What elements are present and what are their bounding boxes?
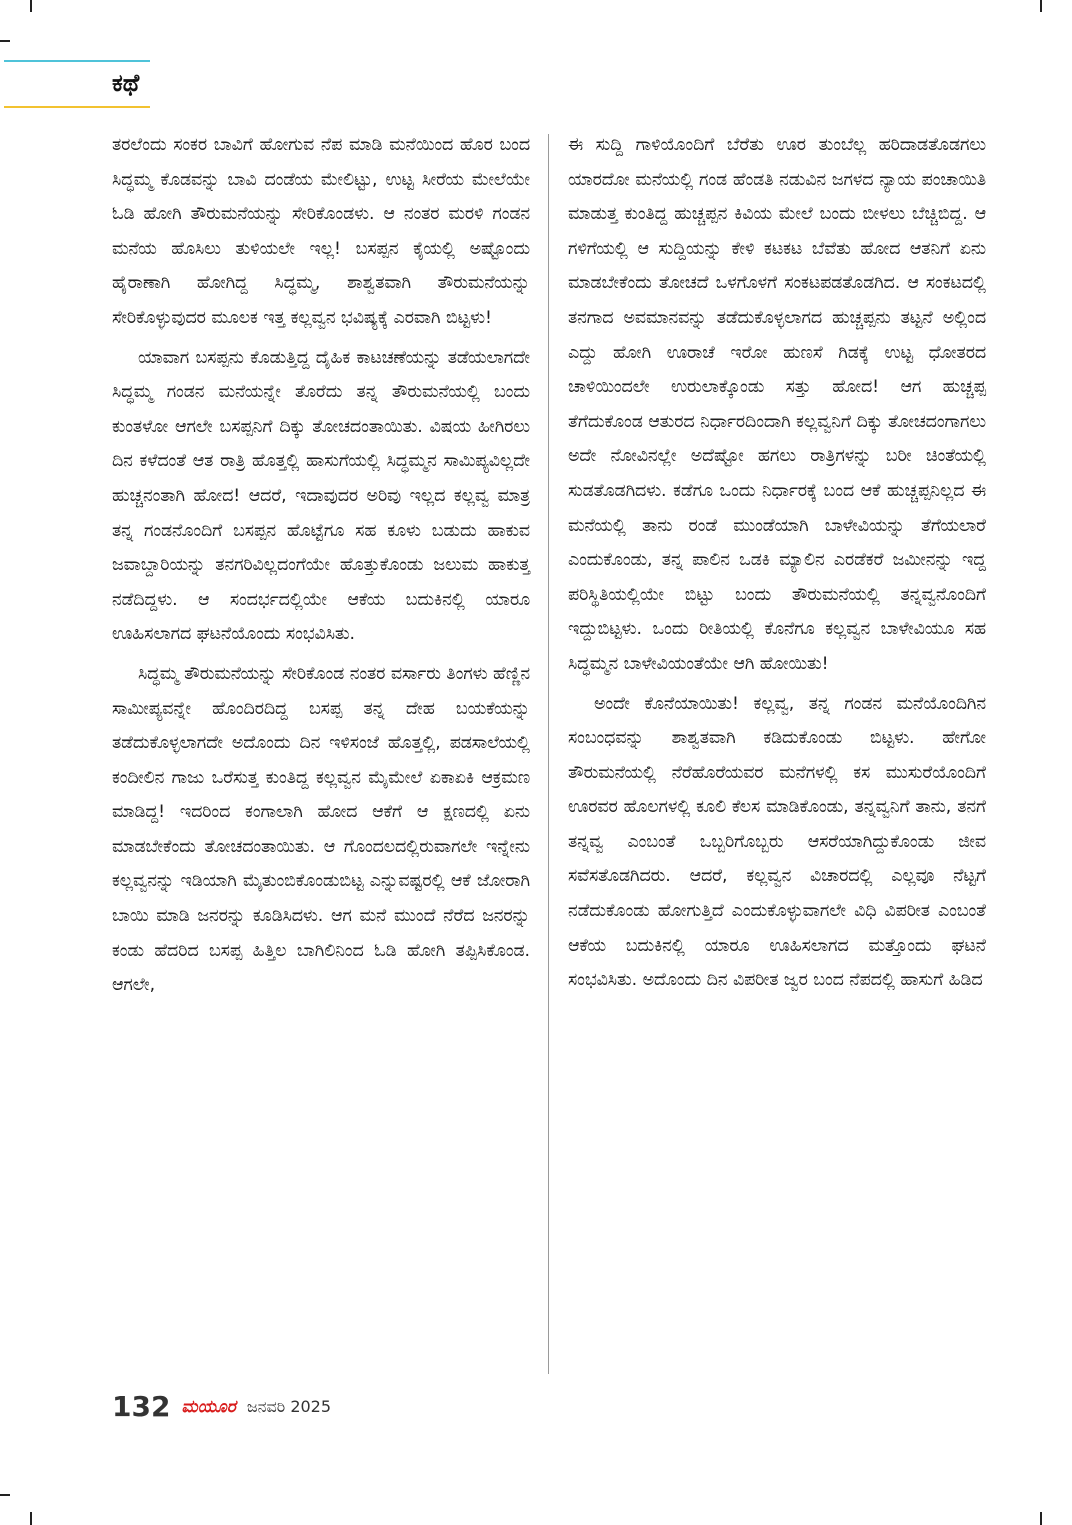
page-footer	[112, 1390, 331, 1430]
paragraph: ಈ ಸುದ್ದಿ ಗಾಳಿಯೊಂದಿಗೆ ಬೆರೆತು ಊರ ತುಂಬೆಲ್ಲ ಹರಿದಾಡತೊಡಗಲು ಯಾರದೋ ಮನೆಯಲ್ಲಿ ಗಂಡ ಹೆಂಡತಿ ನಡುವಿನ ಜಗಳದ ನ್ಯಾಯ ಪಂಚಾಯಿತಿ ಮಾಡುತ್ತ ಕುಂತಿದ್ದ ಹುಚ್ಚಪ್ಪನ ಕಿವಿಯ ಮೇಲೆ ಬಂದು ಬೀಳಲು ಬೆಚ್ಚಿಬಿದ್ದ. ಆ ಗಳಿಗೆಯಲ್ಲಿ ಆ ಸುದ್ದಿಯನ್ನು ಕೇಳಿ ಕಟಕಟ ಬೆವೆತು ಹೋದ ಆತನಿಗೆ ಏನು ಮಾಡಬೇಕೆಂದು ತೋಚದೆ ಒಳಗೊಳಗೆ ಸಂಕಟಪಡತೊಡಗಿದ. ಆ ಸಂಕಟದಲ್ಲಿ ತನಗಾದ ಅವಮಾನವನ್ನು ತಡೆದುಕೊಳ್ಳಲಾಗದ ಹುಚ್ಚಪ್ಪನು ತಟ್ಟನೆ ಅಲ್ಲಿಂದ ಎದ್ದು ಹೋಗಿ ಊರಾಚೆ ಇರೋ ಹುಣಸೆ ಗಿಡಕ್ಕೆ ಉಟ್ಟ ಧೋತರದ ಚಾಳಿಯಿಂದಲೇ ಉರುಲಾಕ್ಕೊಂಡು ಸತ್ತು ಹೋದ! ಆಗ ಹುಚ್ಚಪ್ಪ ತೆಗೆದುಕೊಂಡ ಆತುರದ ನಿರ್ಧಾರದಿಂದಾಗಿ ಕಲ್ಲವ್ವನಿಗೆ ದಿಕ್ಕು ತೋಚದಂಗಾಗಲು ಅದೇ ನೋವಿನಲ್ಲೇ ಅದೆಷ್ಟೋ ಹಗಲು ರಾತ್ರಿಗಳನ್ನು ಬರೀ ಚಿಂತೆಯಲ್ಲಿ ಸುಡತೊಡಗಿದಳು. ಕಡೆಗೂ ಒಂದು ನಿರ್ಧಾರಕ್ಕೆ ಬಂದ ಆಕೆ ಹುಚ್ಚಪ್ಪನಿಲ್ಲದ ಈ ಮನೆಯಲ್ಲಿ ತಾನು ರಂಡೆ ಮುಂಡೆಯಾಗಿ ಬಾಳೇವಿಯನ್ನು ತೆಗೆಯಲಾರೆ ಎಂದುಕೊಂಡು, ತನ್ನ ಪಾಲಿನ ಒಡಕಿ ಮ್ಯಾಲಿನ ಎರಡೆಕರೆ ಜಮೀನನ್ನು ಇದ್ದ ಪರಿಸ್ಥಿತಿಯಲ್ಲಿಯೇ ಬಿಟ್ಟು ಬಂದು ತೌರುಮನೆಯಲ್ಲಿ ತನ್ನವ್ವನೊಂದಿಗೆ ಇದ್ದುಬಿಟ್ಟಳು. ಒಂದು ರೀತಿಯಲ್ಲಿ ಕೊನೆಗೂ ಕಲ್ಲವ್ವನ ಬಾಳೇವಿಯೂ ಸಹ ಸಿದ್ಧಮ್ಮನ ಬಾಳೇವಿಯಂತೆಯೇ ಆಗಿ ಹೋಯಿತು!	[568, 135, 986, 674]
crop-mark	[30, 1512, 32, 1525]
magazine-logo: ಮಯೂರ	[181, 1396, 236, 1417]
article-column-left	[112, 128, 530, 1008]
article-column-right	[568, 128, 986, 1003]
section-rule-top	[4, 60, 150, 62]
paragraph: ತರಲೆಂದು ಸಂಕರ ಬಾವಿಗೆ ಹೋಗುವ ನೆಪ ಮಾಡಿ ಮನೆಯಿಂದ ಹೊರ ಬಂದ ಸಿದ್ಧಮ್ಮ ಕೊಡವನ್ನು ಬಾವಿ ದಂಡೆಯ ಮೇಲಿಟ್ಟು, ಉಟ್ಟ ಸೀರೆಯ ಮೇಲೆಯೇ ಓಡಿ ಹೋಗಿ ತೌರುಮನೆಯನ್ನು ಸೇರಿಕೊಂಡಳು. ಆ ನಂತರ ಮರಳಿ ಗಂಡನ ಮನೆಯ ಹೊಸಿಲು ತುಳಿಯಲೇ ಇಲ್ಲ! ಬಸಪ್ಪನ ಕೈಯಲ್ಲಿ ಅಷ್ಟೊಂದು ಹೈರಾಣಾಗಿ ಹೋಗಿದ್ದ ಸಿದ್ಧಮ್ಮ, ಶಾಶ್ವತವಾಗಿ ತೌರುಮನೆಯನ್ನು ಸೇರಿಕೊಳ್ಳುವುದರ ಮೂಲಕ ಇತ್ತ ಕಲ್ಲವ್ವನ ಭವಿಷ್ಯಕ್ಕೆ ಎರವಾಗಿ ಬಿಟ್ಟಳು!	[112, 135, 530, 328]
column-divider	[548, 134, 549, 1374]
page-number: 132	[112, 1390, 171, 1423]
section-title: ಕಥೆ	[112, 69, 140, 97]
crop-mark	[0, 1494, 10, 1496]
paragraph: ಅಂದೇ ಕೊನೆಯಾಯಿತು! ಕಲ್ಲವ್ವ, ತನ್ನ ಗಂಡನ ಮನೆಯೊಂದಿಗಿನ ಸಂಬಂಧವನ್ನು ಶಾಶ್ವತವಾಗಿ ಕಡಿದುಕೊಂಡು ಬಿಟ್ಟಳು. ಹೇಗೋ ತೌರುಮನೆಯಲ್ಲಿ ನೆರೆಹೊರೆಯವರ ಮನೆಗಳಲ್ಲಿ ಕಸ ಮುಸುರೆಯೊಂದಿಗೆ ಊರವರ ಹೊಲಗಳಲ್ಲಿ ಕೂಲಿ ಕೆಲಸ ಮಾಡಿಕೊಂಡು, ತನ್ನವ್ವನಿಗೆ ತಾನು, ತನಗೆ ತನ್ನವ್ವ ಎಂಬಂತೆ ಒಬ್ಬರಿಗೊಬ್ಬರು ಆಸರೆಯಾಗಿದ್ದುಕೊಂಡು ಜೀವ ಸವೆಸತೊಡಗಿದರು. ಆದರೆ, ಕಲ್ಲವ್ವನ ವಿಚಾರದಲ್ಲಿ ಎಲ್ಲವೂ ನೆಟ್ಟಗೆ ನಡೆದುಕೊಂಡು ಹೋಗುತ್ತಿದೆ ಎಂದುಕೊಳ್ಳುವಾಗಲೇ ವಿಧಿ ವಿಪರೀತ ಎಂಬಂತೆ ಆಕೆಯ ಬದುಕಿನಲ್ಲಿ ಯಾರೂ ಊಹಿಸಲಾಗದ ಮತ್ತೊಂದು ಘಟನೆ ಸಂಭವಿಸಿತು. ಅದೊಂದು ದಿನ ವಿಪರೀತ ಜ್ವರ ಬಂದ ನೆಪದಲ್ಲಿ ಹಾಸುಗೆ ಹಿಡಿದ	[568, 693, 986, 991]
crop-mark	[1040, 0, 1042, 12]
crop-mark	[30, 0, 32, 12]
crop-mark	[0, 40, 10, 42]
issue-date: ಜನವರಿ 2025	[246, 1396, 332, 1416]
paragraph: ಯಾವಾಗ ಬಸಪ್ಪನು ಕೊಡುತ್ತಿದ್ದ ದೈಹಿಕ ಕಾಟಚಣೆಯನ್ನು ತಡೆಯಲಾಗದೇ ಸಿದ್ಧಮ್ಮ ಗಂಡನ ಮನೆಯನ್ನೇ ತೊರೆದು ತನ್ನ ತೌರುಮನೆಯಲ್ಲಿ ಬಂದು ಕುಂತಳೋ ಆಗಲೇ ಬಸಪ್ಪನಿಗೆ ದಿಕ್ಕು ತೋಚದಂತಾಯಿತು. ವಿಷಯ ಹೀಗಿರಲು ದಿನ ಕಳೆದಂತೆ ಆತ ರಾತ್ರಿ ಹೊತ್ತಲ್ಲಿ ಹಾಸುಗೆಯಲ್ಲಿ ಸಿದ್ಧಮ್ಮನ ಸಾಮಿಪ್ಯವಿಲ್ಲದೇ ಹುಚ್ಚನಂತಾಗಿ ಹೋದ! ಆದರೆ, ಇದಾವುದರ ಅರಿವು ಇಲ್ಲದ ಕಲ್ಲವ್ವ ಮಾತ್ರ ತನ್ನ ಗಂಡನೊಂದಿಗೆ ಬಸಪ್ಪನ ಹೊಟ್ಟೆಗೂ ಸಹ ಕೂಳು ಬಡುದು ಹಾಕುವ ಜವಾಬ್ದಾರಿಯನ್ನು ತನಗರಿವಿಲ್ಲದಂಗೆಯೇ ಹೊತ್ತುಕೊಂಡು ಜಲುಮ ಹಾಕುತ್ತ ನಡೆದಿದ್ದಳು. ಆ ಸಂದರ್ಭದಲ್ಲಿಯೇ ಆಕೆಯ ಬದುಕಿನಲ್ಲಿ ಯಾರೂ ಊಹಿಸಲಾಗದ ಘಟನೆಯೊಂದು ಸಂಭವಿಸಿತು.	[112, 347, 530, 645]
paragraph: ಸಿದ್ಧಮ್ಮ ತೌರುಮನೆಯನ್ನು ಸೇರಿಕೊಂಡ ನಂತರ ವರ್ಸಾರು ತಿಂಗಳು ಹೆಣ್ಣಿನ ಸಾಮೀಪ್ಯವನ್ನೇ ಹೊಂದಿರದಿದ್ದ ಬಸಪ್ಪ ತನ್ನ ದೇಹ ಬಯಕೆಯನ್ನು ತಡೆದುಕೊಳ್ಳಲಾಗದೇ ಅದೊಂದು ದಿನ ಇಳಿಸಂಜೆ ಹೊತ್ತಲ್ಲಿ, ಪಡಸಾಲೆಯಲ್ಲಿ ಕಂದೀಲಿನ ಗಾಜು ಒರೆಸುತ್ತ ಕುಂತಿದ್ದ ಕಲ್ಲವ್ವನ ಮೈಮೇಲೆ ಏಕಾಏಕಿ ಆಕ್ರಮಣ ಮಾಡಿದ್ದ! ಇದರಿಂದ ಕಂಗಾಲಾಗಿ ಹೋದ ಆಕೆಗೆ ಆ ಕ್ಷಣದಲ್ಲಿ ಏನು ಮಾಡಬೇಕೆಂದು ತೋಚದಂತಾಯಿತು. ಆ ಗೊಂದಲದಲ್ಲಿರುವಾಗಲೇ ಇನ್ನೇನು ಕಲ್ಲವ್ವನನ್ನು ಇಡಿಯಾಗಿ ಮೈತುಂಬಿಕೊಂಡುಬಿಟ್ಟ ಎನ್ನುವಷ್ಟರಲ್ಲಿ ಆಕೆ ಜೋರಾಗಿ ಬಾಯಿ ಮಾಡಿ ಜನರನ್ನು ಕೂಡಿಸಿದಳು. ಆಗ ಮನೆ ಮುಂದೆ ನೆರೆದ ಜನರನ್ನು ಕಂಡು ಹೆದರಿದ ಬಸಪ್ಪ ಹಿತ್ತಿಲ ಬಾಗಿಲಿನಿಂದ ಓಡಿ ಹೋಗಿ ತಪ್ಪಿಸಿಕೊಂಡ. ಆಗಲೇ,	[112, 663, 530, 996]
section-rule-bottom	[4, 106, 150, 108]
crop-mark	[1040, 1512, 1042, 1525]
